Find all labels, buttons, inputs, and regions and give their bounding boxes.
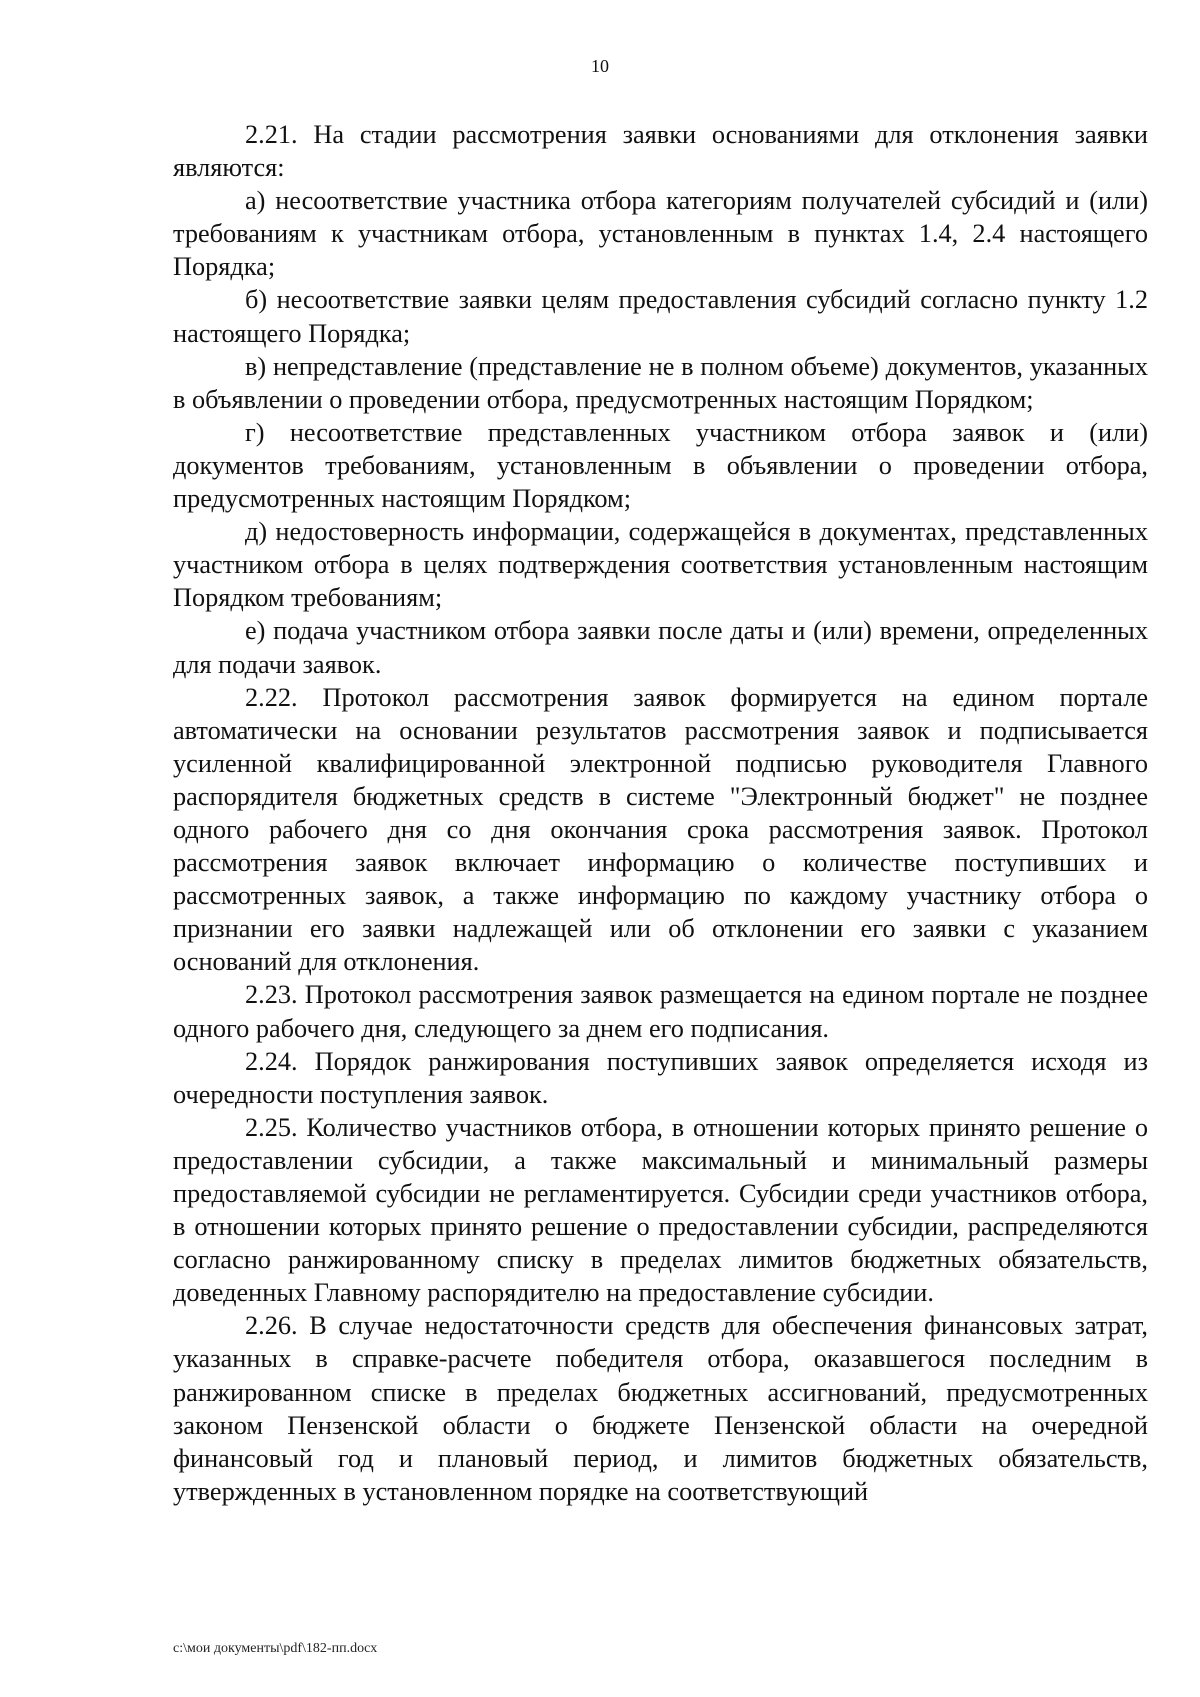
page-number: 10 bbox=[591, 56, 609, 76]
paragraph-item-e: е) подача участником отбора заявки после даты и (или) времени, определенных для подачи заявок. bbox=[173, 616, 1148, 679]
document-body bbox=[173, 118, 1148, 1508]
paragraph-2-21: 2.21. На стадии рассмотрения заявки основаниями для отклонения заявки являются: bbox=[173, 120, 1148, 183]
footer-file-path: c:\мои документы\pdf\182-пп.docx bbox=[173, 1641, 378, 1656]
paragraph-2-22: 2.22. Протокол рассмотрения заявок формируется на едином портале автоматически на основании результатов рассмотрения заявок и подписывается усиленной квалифицированной электронной подписью руководителя Главного распорядителя бюджетных средств в системе "Электронный бюджет" не позднее одного рабочего дня со дня окончания срока рассмотрения заявок. Протокол рассмотрения заявок включает информацию о количестве поступивших и рассмотренных заявок, а также информацию по каждому участнику отбора о признании его заявки надлежащей или об отклонении его заявки с указанием оснований для отклонения. bbox=[173, 682, 1148, 977]
paragraph-2-23: 2.23. Протокол рассмотрения заявок размещается на едином портале не позднее одного рабочего дня, следующего за днем его подписания. bbox=[173, 980, 1148, 1043]
paragraph-2-26: 2.26. В случае недостаточности средств для обеспечения финансовых затрат, указанных в справке-расчете победителя отбора, оказавшегося последним в ранжированном списке в пределах бюджетных ассигнований, предусмотренных законом Пензенской области о бюджете Пензенской области на очередной финансовый год и плановый период, и лимитов бюджетных обязательств, утвержденных в установленном порядке на соответствующий bbox=[173, 1311, 1148, 1506]
paragraph-item-g: г) несоответствие представленных участником отбора заявок и (или) документов требованиям, установленным в объявлении о проведении отбора, предусмотренных настоящим Порядком; bbox=[173, 417, 1148, 514]
paragraph-2-25: 2.25. Количество участников отбора, в отношении которых принято решение о предоставлении субсидии, а также максимальный и минимальный размеры предоставляемой субсидии не регламентируется. Субсидии среди участников отбора, в отношении которых принято решение о предоставлении субсидии, распределяются согласно ранжированному списку в пределах лимитов бюджетных обязательств, доведенных Главному распорядителю на предоставление субсидии. bbox=[173, 1112, 1148, 1308]
paragraph-item-d: д) недостоверность информации, содержащейся в документах, представленных участником отбора в целях подтверждения соответствия установленным настоящим Порядком требованиям; bbox=[173, 517, 1148, 613]
paragraph-2-24: 2.24. Порядок ранжирования поступивших заявок определяется исходя из очередности поступления заявок. bbox=[173, 1046, 1148, 1109]
paragraph-item-b: б) несоответствие заявки целям предоставления субсидий согласно пункту 1.2 настоящего Порядка; bbox=[173, 285, 1148, 348]
paragraph-item-a: а) несоответствие участника отбора категориям получателей субсидий и (или) требованиям к участникам отбора, установленным в пунктах 1.4, 2.4 настоящего Порядка; bbox=[173, 186, 1148, 282]
paragraph-item-v: в) непредставление (представление не в полном объеме) документов, указанных в объявлении о проведении отбора, предусмотренных настоящим Порядком; bbox=[173, 351, 1148, 414]
